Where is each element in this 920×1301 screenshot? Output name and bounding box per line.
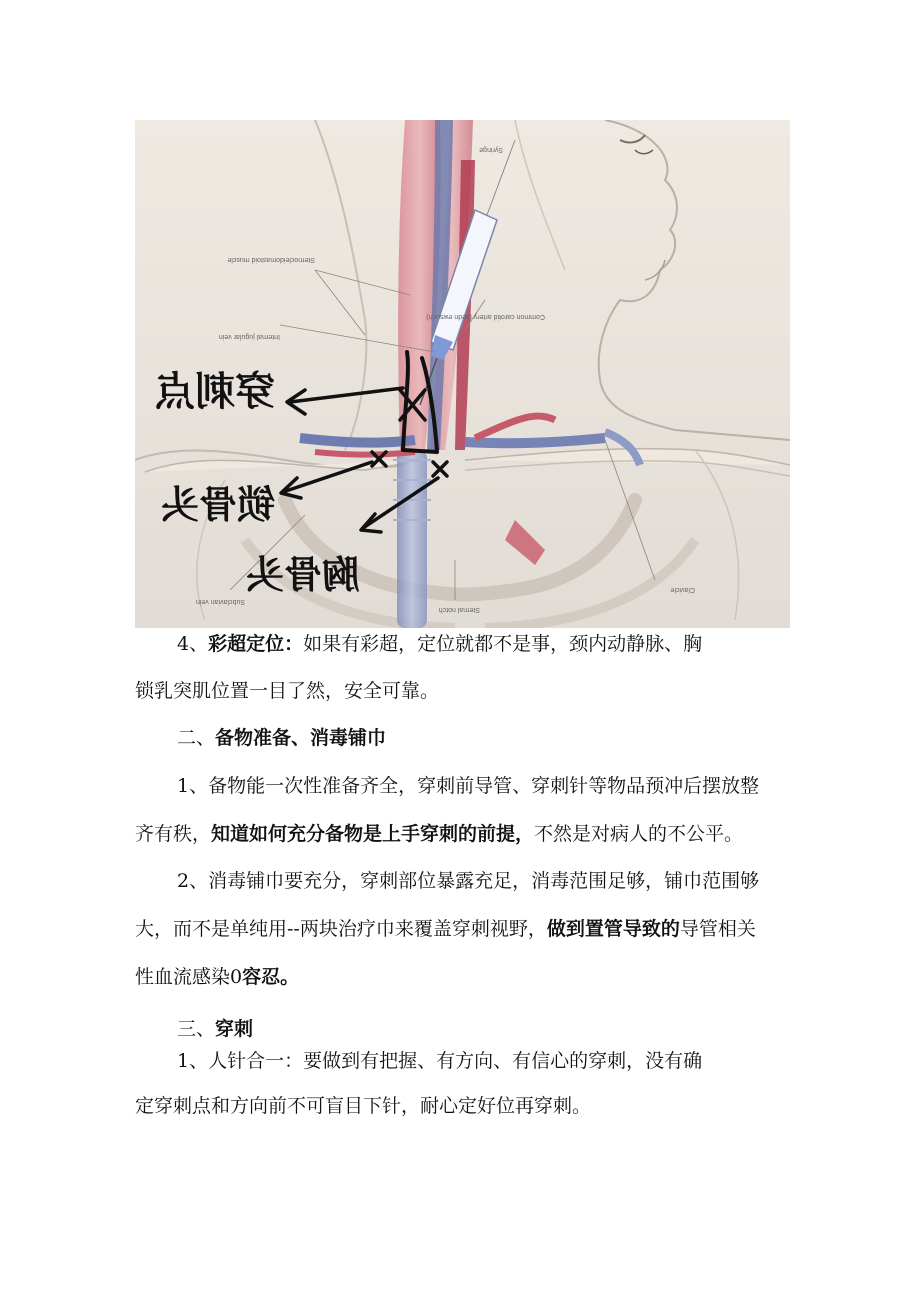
paragraph-disinfection-line2 bbox=[135, 918, 756, 941]
paragraph-supplies-line2 bbox=[135, 823, 743, 846]
paragraph-supplies-line1: 1、备物能一次性准备齐全，穿刺前导管、穿刺针等物品预冲后摆放整 bbox=[177, 775, 760, 797]
paragraph-disinfection-line3 bbox=[135, 966, 299, 989]
label-subclavian: Subclavian vein bbox=[195, 598, 245, 605]
item-text: 如果有彩超，定位就都不是事，颈内动静脉、胸 bbox=[303, 633, 703, 655]
text-plain: 不然是对病人的不公平。 bbox=[534, 823, 744, 845]
section-heading-puncture bbox=[177, 1018, 253, 1041]
item-number: 4、 bbox=[177, 633, 209, 655]
paragraph-color-doppler-line2: 锁乳突肌位置一目了然，安全可靠。 bbox=[135, 680, 440, 702]
section-number: 三、 bbox=[177, 1018, 216, 1040]
paragraph-needle-line2: 定穿刺点和方向前不可盲目下针，耐心定好位再穿刺。 bbox=[135, 1095, 592, 1117]
text-plain: 齐有秩， bbox=[135, 823, 212, 845]
section-title: 备物准备、消毒铺巾 bbox=[215, 727, 387, 749]
label-sternal-notch: Sternal notch bbox=[438, 606, 480, 613]
text-plain: 导管相关 bbox=[679, 918, 756, 940]
neck-anatomy-figure bbox=[135, 120, 790, 628]
text-bold: 知道如何充分备物是上手穿刺的前提， bbox=[211, 823, 535, 845]
section-number: 二、 bbox=[177, 727, 216, 749]
text-bold: 容忍。 bbox=[242, 966, 300, 988]
label-common-carotid: Common carotid artery (sedn ewsuch) bbox=[426, 313, 545, 320]
section-title: 穿刺 bbox=[215, 1018, 254, 1040]
label-clavicle-head: 锁骨头 bbox=[160, 483, 275, 527]
neck-anatomy-illustration bbox=[135, 120, 790, 628]
text-plain: 性血流感染0 bbox=[135, 966, 243, 988]
text-plain: 大，而不是单纯用--两块治疗巾来覆盖穿刺视野， bbox=[135, 918, 547, 940]
paragraph-color-doppler-line1 bbox=[177, 633, 702, 656]
text-bold: 做到置管导致的 bbox=[546, 918, 680, 940]
label-puncture-point: 穿刺点 bbox=[155, 369, 275, 415]
item-heading-bold: 彩超定位： bbox=[208, 633, 304, 655]
section-heading-preparation bbox=[177, 727, 386, 750]
label-sternocleidomastoid: Sternocleidomastoid muscle bbox=[227, 256, 315, 263]
label-clavicle: Clavicle bbox=[670, 586, 695, 593]
label-internal-jugular: Internal jugular vein bbox=[218, 333, 280, 340]
paragraph-needle-line1: 1、人针合一：要做到有把握、有方向、有信心的穿刺，没有确 bbox=[177, 1050, 703, 1072]
paragraph-disinfection-line1: 2、消毒铺巾要充分，穿刺部位暴露充足，消毒范围足够，铺巾范围够 bbox=[177, 870, 760, 892]
label-sternum-head: 胸骨头 bbox=[245, 553, 360, 597]
label-syringe: Syringe bbox=[479, 146, 503, 153]
